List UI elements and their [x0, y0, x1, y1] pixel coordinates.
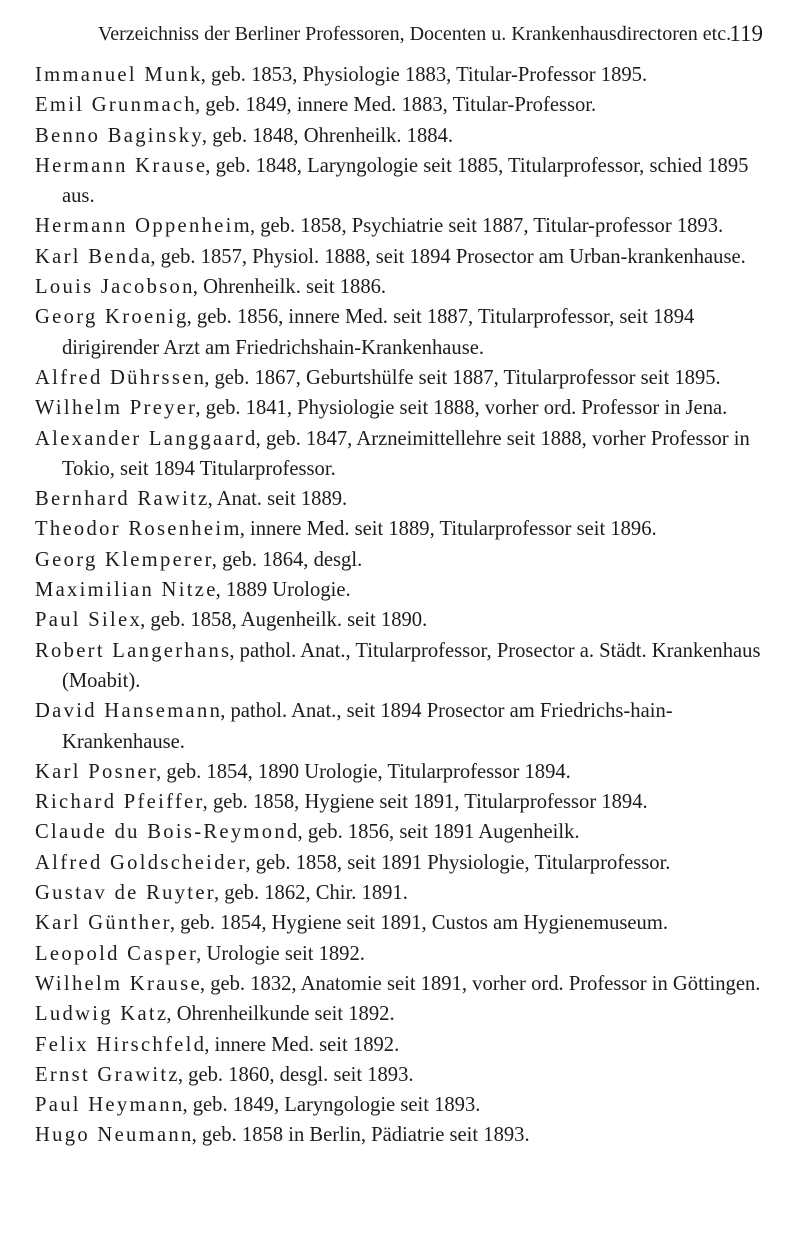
person-name: Gustav de Ruyter: [35, 882, 216, 905]
list-item: [35, 999, 765, 1029]
person-name: Karl Posner: [35, 760, 159, 783]
person-name: Immanuel Munk: [35, 64, 203, 86]
list-item: [35, 272, 765, 302]
person-name: Karl Benda: [35, 245, 153, 268]
entry-text: , geb. 1832, Anatomie seit 1891, vorher ord. Professor in Göttingen.: [199, 972, 761, 995]
list-item: [35, 484, 765, 514]
person-name: Hugo Neumann: [35, 1124, 194, 1147]
list-item: [35, 908, 765, 938]
list-item: [35, 636, 765, 697]
entry-text: , innere Med. seit 1892.: [204, 1033, 400, 1056]
list-item: [35, 939, 765, 969]
list-item: [35, 302, 765, 363]
entry-text: , geb. 1841, Physiologie seit 1888, vorher ord. Professor in Jena.: [195, 397, 728, 420]
entry-text: , geb. 1849, innere Med. 1883, Titular-Professor.: [195, 94, 597, 117]
list-item: [35, 1090, 765, 1120]
person-name: Maximilian Nitze: [35, 579, 218, 602]
entry-text: , Ohrenheilk. seit 1886.: [192, 276, 387, 299]
list-item: [35, 393, 765, 423]
list-item: [35, 1060, 765, 1090]
list-item: [35, 575, 765, 605]
list-item: [35, 1030, 765, 1060]
person-name: Robert Langerhans: [35, 639, 232, 662]
entry-list: [35, 60, 765, 1151]
entry-text: , pathol. Anat., Titularprofessor, Prosector a. Städt. Krankenhaus (Moabit).: [62, 639, 761, 692]
list-item: [35, 211, 765, 241]
person-name: Claude du Bois-Reymond: [35, 821, 300, 844]
person-name: Georg Kroenig: [35, 306, 189, 329]
list-item: [35, 151, 765, 212]
person-name: Alfred Goldscheider: [35, 851, 248, 874]
list-item: [35, 787, 765, 817]
list-item: [35, 363, 765, 393]
person-name: Georg Klemperer: [35, 548, 214, 571]
entry-text: , Urologie seit 1892.: [196, 942, 365, 965]
person-name: Paul Heymann: [35, 1094, 185, 1117]
entry-text: , geb. 1858 in Berlin, Pädiatrie seit 1893.: [191, 1124, 530, 1147]
person-name: Theodor Rosenheim: [35, 518, 242, 541]
list-item: [35, 514, 765, 544]
list-item: [35, 848, 765, 878]
list-item: [35, 121, 765, 151]
entry-text: , geb. 1848, Laryngologie seit 1885, Titularprofessor, schied 1895 aus.: [62, 154, 749, 208]
list-item: [35, 878, 765, 908]
person-name: Alfred Dührssen: [35, 366, 207, 389]
entry-text: , innere Med. seit 1889, Titularprofessor seit 1896.: [239, 518, 657, 541]
entry-text: , geb. 1864, desgl.: [211, 548, 363, 571]
entry-text: , geb. 1857, Physiol. 1888, seit 1894 Prosector am Urban-krankenhause.: [150, 245, 746, 268]
entry-text: , pathol. Anat., seit 1894 Prosector am Friedrichs-hain-Krankenhause.: [62, 700, 673, 753]
entry-text: , geb. 1858, Psychiatrie seit 1887, Titular-professor 1893.: [249, 215, 724, 238]
entry-text: , 1889 Urologie.: [215, 579, 351, 602]
list-item: [35, 242, 765, 272]
entry-text: , geb. 1858, Hygiene seit 1891, Titularprofessor 1894.: [202, 791, 648, 814]
person-name: Felix Hirschfeld: [35, 1033, 207, 1056]
entry-text: , geb. 1856, seit 1891 Augenheilk.: [297, 821, 580, 844]
list-item: [35, 90, 765, 120]
entry-text: , geb. 1856, innere Med. seit 1887, Titularprofessor, seit 1894 dirigirender Arzt am Friedrichshain-Krankenhause.: [62, 306, 695, 359]
entry-text: , geb. 1858, Augenheilk. seit 1890.: [140, 609, 428, 632]
person-name: David Hansemann: [35, 700, 223, 723]
entry-text: , geb. 1848, Ohrenheilk. 1884.: [201, 124, 454, 147]
list-item: [35, 60, 765, 90]
entry-text: , geb. 1860, desgl. seit 1893.: [177, 1063, 414, 1086]
entry-text: , geb. 1858, seit 1891 Physiologie, Titularprofessor.: [245, 851, 671, 874]
entry-text: , Anat. seit 1889.: [207, 488, 348, 511]
person-name: Hermann Oppenheim: [35, 215, 252, 238]
entry-text: , geb. 1854, Hygiene seit 1891, Custos am Hygienemuseum.: [169, 912, 669, 935]
person-name: Ludwig Katz: [35, 1003, 169, 1026]
person-name: Wilhelm Krause: [35, 972, 202, 995]
list-item: [35, 757, 765, 787]
entry-text: , geb. 1847, Arzneimittellehre seit 1888, vorher Professor in Tokio, seit 1894 Titularprofessor.: [62, 427, 750, 480]
person-name: Louis Jacobson: [35, 276, 195, 299]
person-name: Leopold Casper: [35, 942, 199, 965]
list-item: [35, 817, 765, 847]
entry-text: , geb. 1862, Chir. 1891.: [213, 882, 408, 905]
person-name: Benno Baginsky: [35, 124, 204, 147]
person-name: Alexander Langgaard: [35, 427, 258, 450]
person-name: Paul Silex: [35, 609, 143, 632]
person-name: Ernst Grawitz: [35, 1063, 180, 1086]
list-item: [35, 545, 765, 575]
entry-text: , Ohrenheilkunde seit 1892.: [166, 1003, 395, 1026]
person-name: Wilhelm Preyer: [35, 397, 198, 420]
person-name: Hermann Krause: [35, 154, 208, 177]
person-name: Richard Pfeiffer: [35, 791, 205, 814]
list-item: [35, 969, 765, 999]
list-item: [35, 696, 765, 757]
person-name: Emil Grunmach: [35, 94, 198, 117]
entry-text: , geb. 1867, Geburtshülfe seit 1887, Titularprofessor seit 1895.: [204, 366, 721, 389]
list-item: [35, 424, 765, 485]
page-number: 119: [729, 21, 763, 46]
person-name: Karl Günther: [35, 912, 172, 935]
entry-text: , geb. 1854, 1890 Urologie, Titularprofessor 1894.: [156, 760, 571, 783]
running-header: [98, 20, 778, 48]
person-name: Bernhard Rawitz: [35, 488, 210, 511]
running-title: Verzeichniss der Berliner Professoren, Docenten u. Krankenhausdirectoren etc.: [98, 23, 732, 45]
entry-text: , geb. 1849, Laryngologie seit 1893.: [182, 1094, 481, 1117]
entry-text: , geb. 1853, Physiologie 1883, Titular-Professor 1895.: [200, 64, 648, 86]
list-item: [35, 605, 765, 635]
list-item: [35, 1120, 765, 1150]
